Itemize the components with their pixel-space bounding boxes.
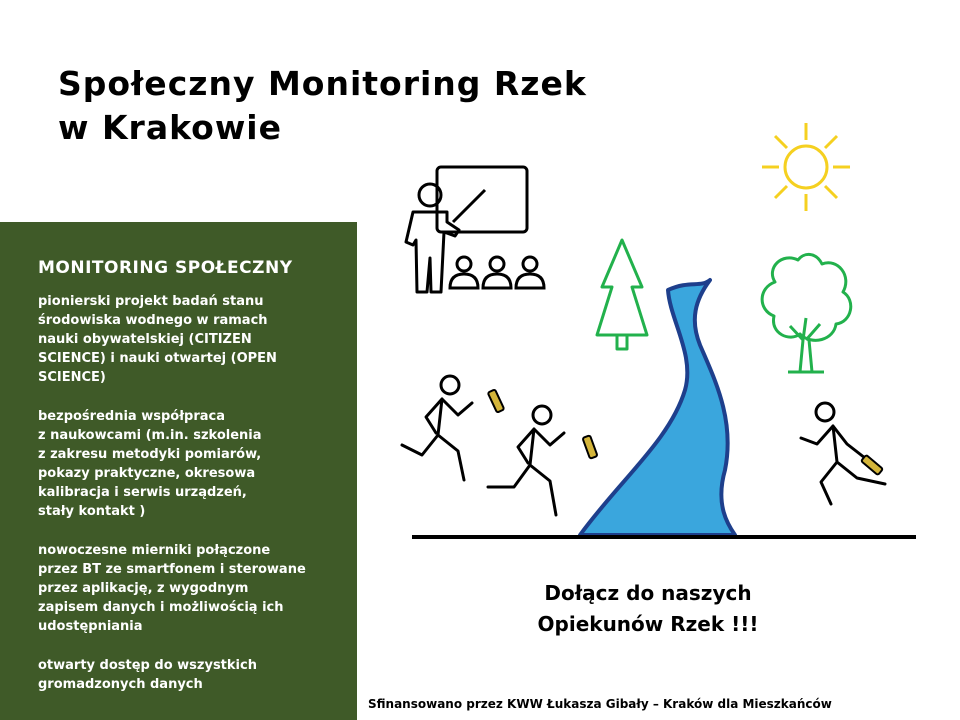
- cta-line-1: Dołącz do naszych: [544, 581, 752, 605]
- meter-icon: [488, 389, 505, 412]
- runner-icon: [801, 403, 885, 504]
- panel-heading: MONITORING SPOŁECZNY: [38, 258, 293, 278]
- meter-icon: [861, 455, 883, 475]
- panel-paragraph: bezpośrednia współpraca z naukowcami (m.in. szkolenia z zakresu metodyki pomiarów, pokazy praktyczne, okresowa kalibracja i serwis urządzeń, stały kontakt ): [38, 409, 262, 519]
- runner-icon: [402, 376, 472, 480]
- pine-tree-icon: [597, 240, 647, 349]
- panel-paragraph: nowoczesne mierniki połączone przez BT ze smartfonem i sterowane przez aplikację, z wygodnym zapisem danych i możliwością ich udostępniania: [38, 543, 306, 634]
- audience-icon: [450, 257, 544, 288]
- title-line-2: w Krakowie: [58, 108, 283, 147]
- sun-icon: [762, 123, 850, 211]
- cta-line-2: Opiekunów Rzek !!!: [537, 612, 759, 636]
- meter-icon: [582, 435, 597, 458]
- runner-icon: [488, 406, 564, 515]
- funding-note: Sfinansowano przez KWW Łukasza Gibały – Kraków dla Mieszkańców: [368, 697, 832, 711]
- panel-paragraph: pionierski projekt badań stanu środowiska wodnego w ramach nauki obywatelskiej (CITIZEN SCIENCE) i nauki otwartej (OPEN SCIENCE): [38, 294, 277, 385]
- deciduous-tree-icon: [762, 254, 851, 372]
- call-to-action: [458, 578, 838, 640]
- panel-paragraph: otwarty dostęp do wszystkich gromadzonych danych: [38, 658, 257, 692]
- title-line-1: Społeczny Monitoring Rzek: [58, 64, 587, 103]
